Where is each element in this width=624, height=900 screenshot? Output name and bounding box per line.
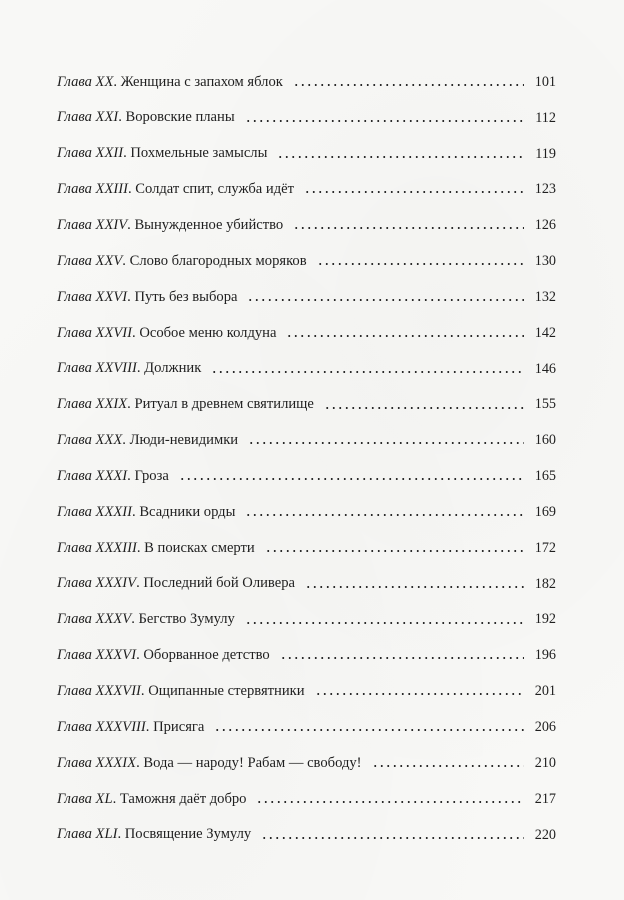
- chapter-separator: .: [113, 73, 121, 90]
- chapter-number: Глава XL: [57, 790, 113, 807]
- chapter-title: В поисках смерти: [144, 539, 255, 556]
- chapter-number: Глава XLI: [57, 826, 118, 843]
- page-number: 126: [534, 217, 556, 234]
- chapter-title: Люди-невидимки: [129, 432, 239, 449]
- page-number: 206: [534, 719, 556, 735]
- dot-leader: [304, 186, 524, 198]
- page-number: 220: [534, 826, 556, 843]
- chapter-separator: .: [132, 503, 140, 520]
- page-number: 169: [534, 503, 556, 520]
- chapter-title: Последний бой Оливера: [143, 575, 295, 592]
- page-number: 217: [534, 790, 556, 807]
- chapter-title: Вода — народу! Рабам — свободу!: [143, 754, 362, 771]
- chapter-title: Посвящение Зумулу: [124, 826, 252, 843]
- chapter-number: Глава XXIII: [57, 181, 128, 198]
- dot-leader: [277, 151, 524, 163]
- toc-entry: [57, 351, 556, 387]
- chapter-separator: .: [145, 718, 154, 735]
- chapter-title: Всадники орды: [139, 503, 236, 520]
- dot-leader: [324, 402, 524, 414]
- chapter-title: Ощипанные стервятники: [148, 682, 305, 699]
- page-number: 196: [534, 647, 556, 664]
- chapter-separator: .: [132, 324, 140, 341]
- page-number: 132: [534, 288, 556, 305]
- dot-leader: [256, 796, 524, 808]
- page-number: 146: [534, 360, 556, 377]
- dot-leader: [247, 294, 524, 306]
- chapter-separator: .: [123, 145, 131, 162]
- chapter-title: Похмельные замыслы: [130, 145, 268, 162]
- page-number: 160: [534, 432, 556, 449]
- chapter-title: Таможня даёт добро: [119, 790, 247, 807]
- dot-leader: [211, 366, 524, 378]
- toc-entry: [57, 781, 556, 817]
- chapter-separator: .: [112, 790, 120, 807]
- chapter-separator: .: [122, 252, 130, 269]
- toc-entry: [57, 100, 556, 136]
- dot-leader: [245, 115, 524, 127]
- page-number: 119: [535, 145, 556, 162]
- chapter-title: Слово благородных моряков: [129, 252, 307, 269]
- chapter-number: Глава XXXII: [57, 503, 133, 520]
- dot-leader: [293, 222, 524, 234]
- dot-leader: [317, 258, 524, 270]
- page-number: 112: [535, 109, 556, 126]
- page-number: 192: [534, 611, 556, 628]
- toc-entry: [57, 638, 556, 674]
- chapter-separator: .: [136, 754, 144, 771]
- chapter-separator: .: [136, 360, 145, 377]
- chapter-number: Глава XXXVIII: [57, 718, 146, 735]
- chapter-title: Солдат спит, служба идёт: [135, 181, 294, 198]
- toc-entry: [57, 817, 556, 853]
- page-number: 123: [534, 181, 556, 198]
- dot-leader: [261, 832, 524, 844]
- toc-entry: [57, 243, 556, 279]
- dot-leader: [245, 509, 524, 521]
- chapter-separator: .: [136, 539, 145, 556]
- dot-leader: [280, 652, 524, 664]
- chapter-number: Глава XXI: [57, 109, 119, 126]
- chapter-number: Глава XXXIV: [57, 575, 137, 592]
- page-number: 210: [534, 754, 556, 771]
- dot-leader: [179, 473, 524, 485]
- toc-entry: [57, 279, 556, 315]
- dot-leader: [248, 437, 524, 449]
- page-number: 172: [534, 539, 556, 556]
- dot-leader: [265, 545, 524, 557]
- chapter-separator: .: [127, 396, 135, 413]
- toc-entry: [57, 709, 556, 745]
- chapter-separator: .: [117, 826, 125, 843]
- toc-entry: [57, 172, 556, 208]
- page-number: 142: [534, 324, 556, 341]
- chapter-number: Глава XXXV: [57, 611, 132, 628]
- chapter-number: Глава XXVIII: [57, 360, 137, 377]
- chapter-separator: .: [127, 181, 136, 198]
- chapter-separator: .: [118, 109, 126, 126]
- chapter-separator: .: [127, 467, 135, 484]
- chapter-number: Глава XXX: [57, 432, 123, 449]
- toc-entry: [57, 64, 556, 100]
- dot-leader: [305, 581, 524, 593]
- chapter-number: Глава XXVII: [57, 324, 133, 341]
- chapter-separator: .: [131, 611, 139, 628]
- chapter-title: Присяга: [153, 718, 205, 735]
- chapter-number: Глава XXII: [57, 145, 124, 162]
- chapter-title: Особое меню колдуна: [139, 324, 277, 341]
- dot-leader: [293, 79, 524, 91]
- toc-entry: [57, 207, 556, 243]
- toc-entry: [57, 422, 556, 458]
- toc-entry: [57, 387, 556, 423]
- dot-leader: [214, 724, 524, 736]
- dot-leader: [245, 617, 524, 629]
- dot-leader: [286, 330, 524, 342]
- toc-entry: [57, 745, 556, 781]
- chapter-number: Глава XXIV: [57, 217, 128, 233]
- chapter-number: Глава XXIX: [57, 396, 128, 413]
- toc-entry: [57, 602, 556, 638]
- chapter-title: Путь без выбора: [134, 288, 238, 305]
- table-of-contents: [57, 64, 556, 853]
- chapter-title: Оборванное детство: [143, 647, 270, 664]
- toc-entry: [57, 673, 556, 709]
- toc-entry: [57, 458, 556, 494]
- chapter-separator: .: [127, 217, 135, 233]
- chapter-number: Глава XXXVI: [57, 647, 137, 664]
- toc-entry: [57, 530, 556, 566]
- dot-leader: [372, 760, 524, 772]
- chapter-separator: .: [136, 575, 144, 592]
- dot-leader: [315, 688, 524, 700]
- chapter-title: Бегство Зумулу: [138, 611, 235, 628]
- chapter-title: Воровские планы: [125, 109, 235, 126]
- chapter-title: Вынужденное убийство: [134, 217, 284, 233]
- chapter-separator: .: [122, 432, 130, 449]
- chapter-separator: .: [140, 682, 149, 699]
- page-number: 130: [534, 253, 556, 270]
- chapter-number: Глава XXVI: [57, 288, 128, 305]
- chapter-number: Глава XXXIX: [57, 754, 137, 771]
- toc-entry: [57, 494, 556, 530]
- chapter-title: Должник: [144, 360, 202, 377]
- chapter-title: Гроза: [134, 467, 169, 484]
- toc-entry: [57, 315, 556, 351]
- page-number: 165: [534, 468, 556, 485]
- chapter-separator: .: [136, 647, 144, 664]
- chapter-title: Ритуал в древнем святилище: [134, 396, 314, 413]
- toc-entry: [57, 136, 556, 172]
- chapter-title: Женщина с запахом яблок: [120, 73, 283, 90]
- page-number: 155: [534, 396, 556, 413]
- page-number: 182: [534, 575, 556, 592]
- toc-entry: [57, 566, 556, 602]
- chapter-number: Глава XXV: [57, 252, 123, 269]
- chapter-number: Глава XX: [57, 73, 114, 90]
- chapter-number: Глава XXXVII: [57, 682, 141, 699]
- page-number: 101: [534, 73, 556, 90]
- page-number: 201: [534, 683, 556, 700]
- chapter-number: Глава XXXIII: [57, 539, 137, 556]
- chapter-separator: .: [127, 288, 135, 305]
- chapter-number: Глава XXXI: [57, 467, 128, 484]
